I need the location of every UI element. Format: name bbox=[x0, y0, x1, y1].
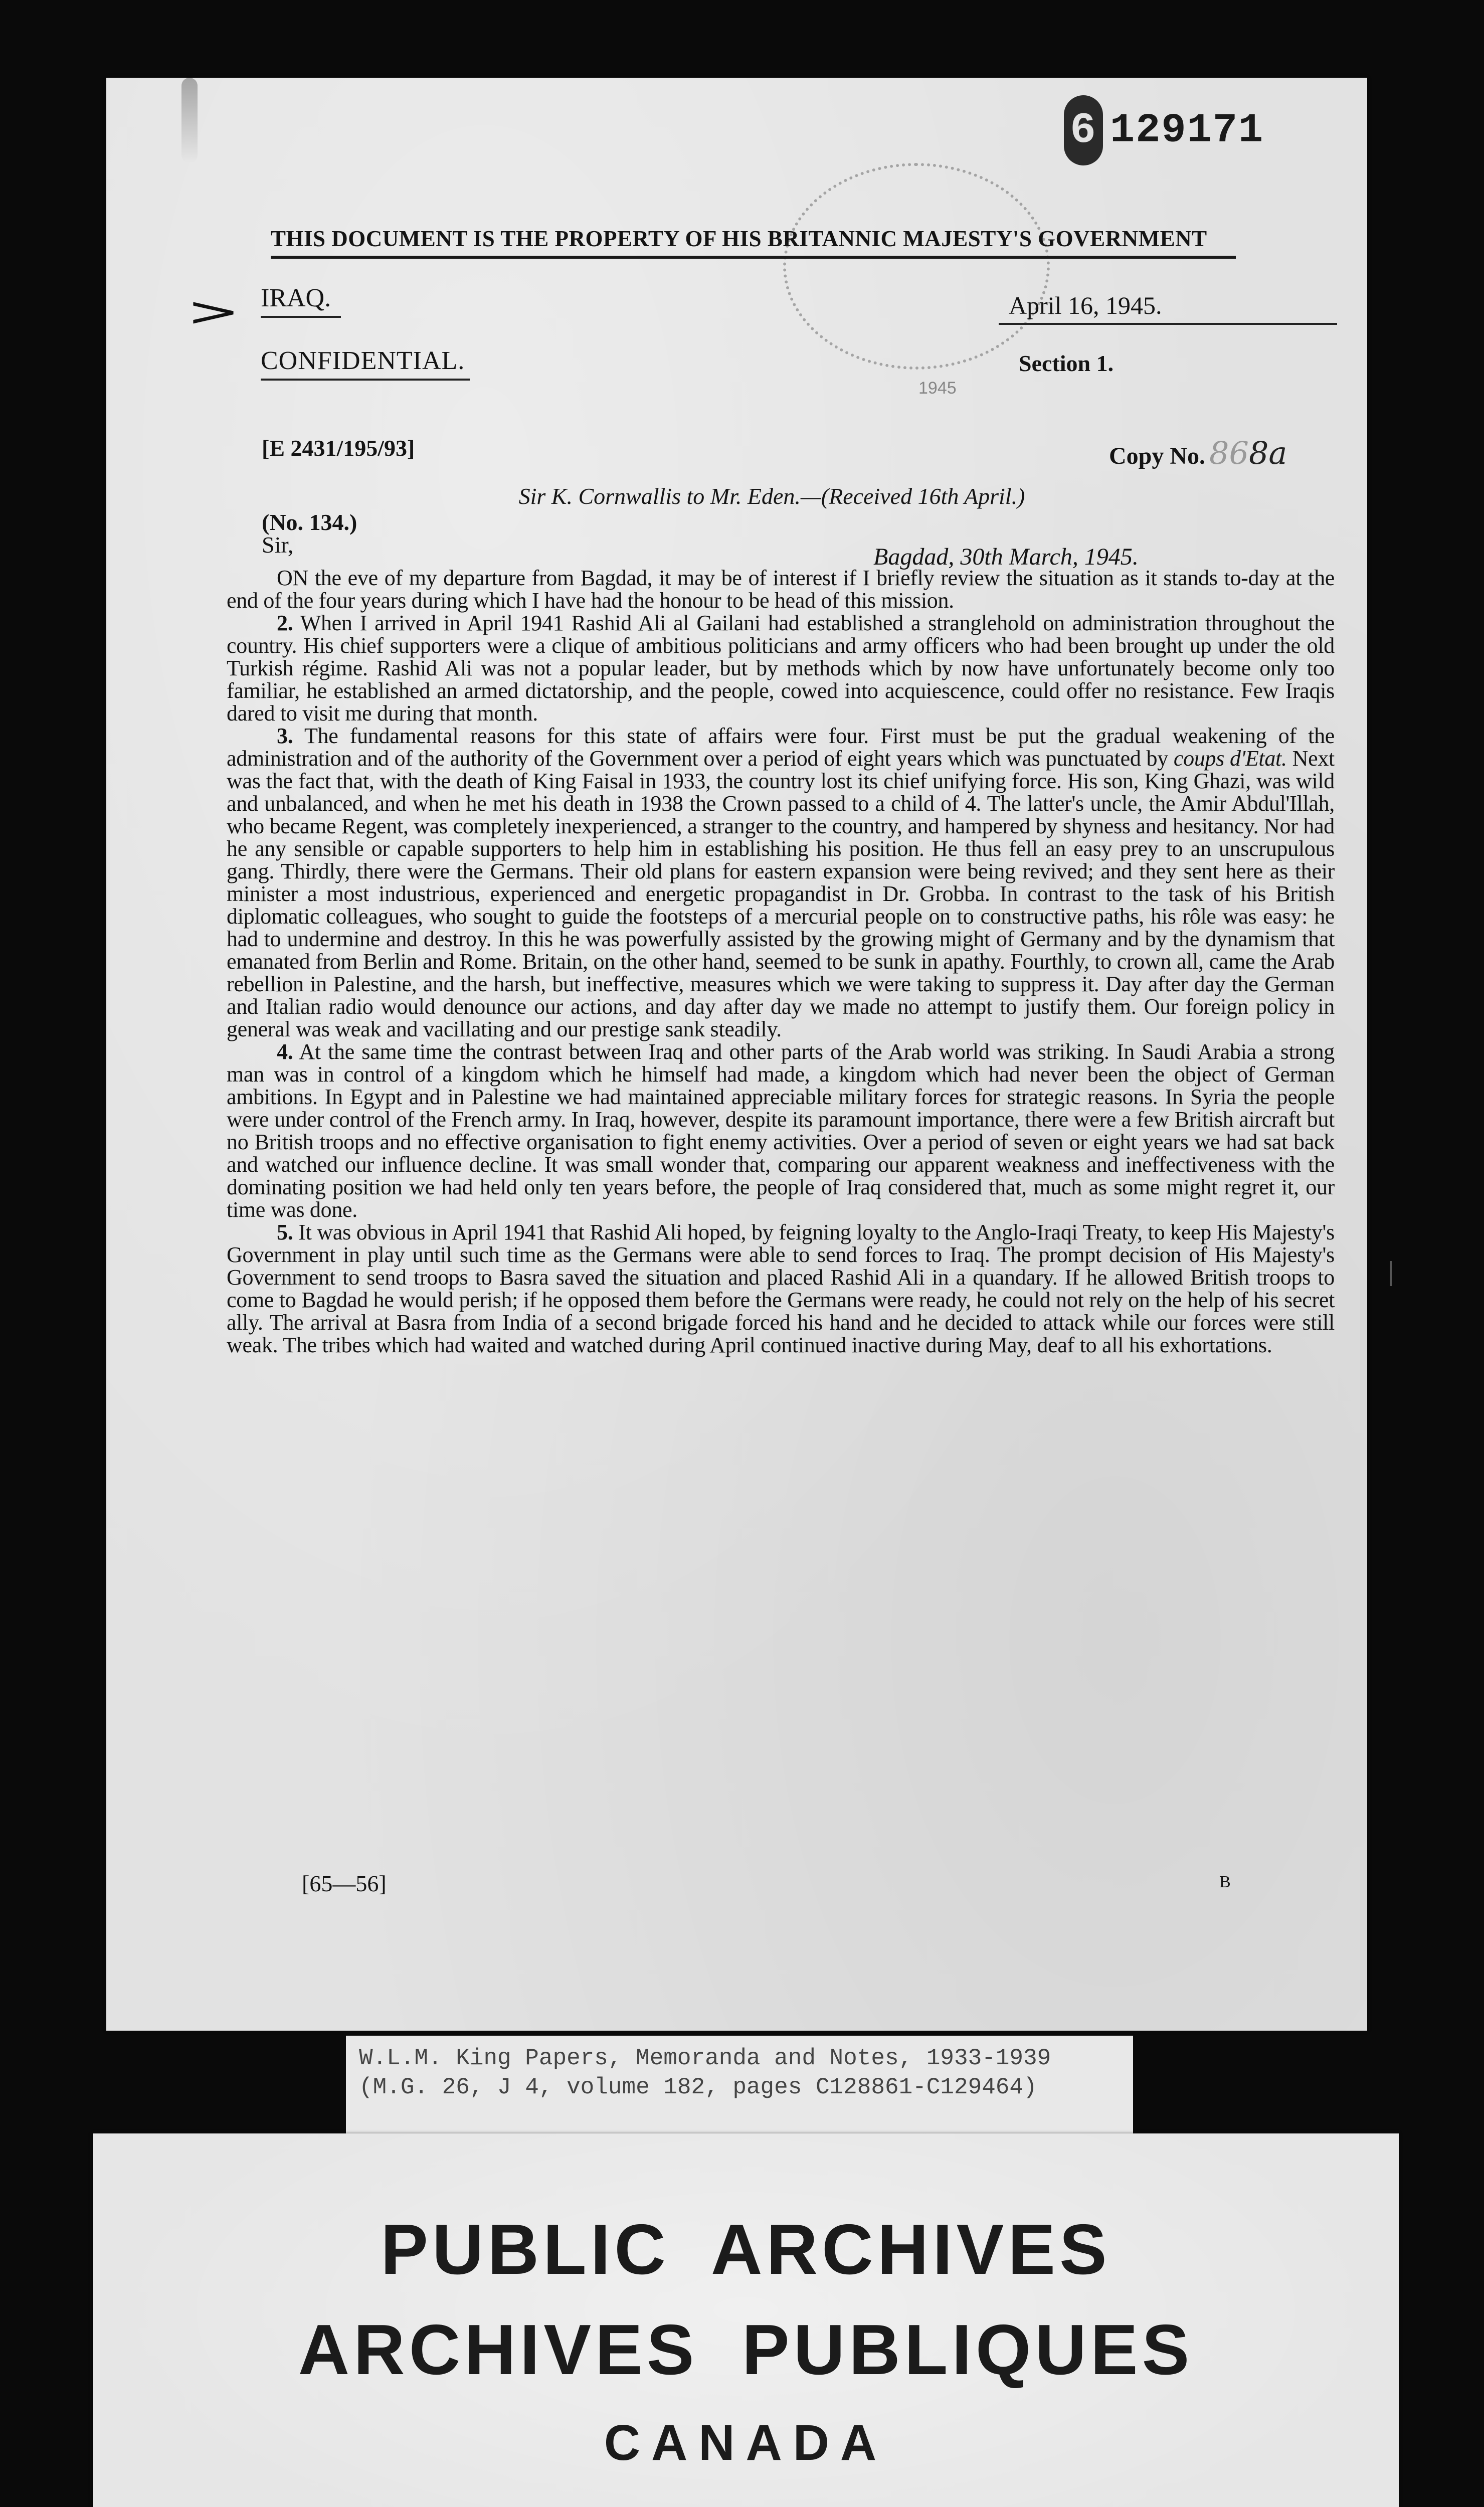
document-number-value: 129171 bbox=[1110, 107, 1264, 154]
document-date: April 16, 1945. bbox=[999, 291, 1337, 325]
paragraph-number: 3. bbox=[277, 724, 293, 748]
archival-citation bbox=[346, 2036, 1133, 2136]
citation-line-2: (M.G. 26, J 4, volume 182, pages C128861-C129464) bbox=[359, 2074, 1037, 2100]
document-number bbox=[1064, 95, 1264, 165]
document-sheet bbox=[106, 78, 1367, 2031]
property-notice: THIS DOCUMENT IS THE PROPERTY OF HIS BRITANNIC MAJESTY'S GOVERNMENT bbox=[271, 226, 1236, 259]
dispatch-heading: Sir K. Cornwallis to Mr. Eden.—(Received 16th April.) bbox=[518, 483, 1025, 509]
paragraph-3 bbox=[227, 725, 1335, 1040]
paragraph-emphasis: coups d'Etat. bbox=[1173, 746, 1287, 771]
arrow-mark-icon: > bbox=[186, 288, 241, 335]
received-stamp bbox=[783, 163, 1050, 370]
paragraph-number: 5. bbox=[277, 1220, 293, 1244]
paragraph-1: ON the eve of my departure from Bagdad, it may be of interest if I briefly review the situation as it stands to-day at the end of the four years during which I have had the honour to be head of this mission. bbox=[227, 566, 1335, 613]
paragraph-2 bbox=[227, 612, 1335, 725]
letter-body bbox=[227, 567, 1335, 1356]
paragraph-text: Next was the fact that, with the death of King Faisal in 1933, the country lost its chief unifying force. His son, King Ghazi, was wild and unbalanced, and when he met his death in 1938 the Crown passed to a child of 4. The latter's uncle, the Amir Abdul'Illah, who became Regent, was completely inexperienced, a stranger to the country, and hampered by shyness and hesitancy. Nor had he any sensible or capable supporters to help him in establishing his position. He thus fell an easy prey to an unscrupulous gang. Thirdly, there were the Germans. Their old plans for eastern expansion were being revived; and they sent here as their minister a most industrious, experienced and energetic propagandist in Dr. Grobba. In contrast to the task of his British diplomatic colleagues, who sought to guide the footsteps of a mercurial people on to constructive paths, his rôle was easy: he had to undermine and destroy. In this he was powerfully assisted by the growing might of Germany and by the dynamism that emanated from Berlin and Rome. Britain, on the other hand, seemed to be sunk in apathy. Fourthly, to crown all, came the Arab rebellion in Palestine, and the harsh, but ineffective, measures which we were taking to suppress it. Day after day the German and Italian radio would denounce our actions, and day after day we made no attempt to justify them. Our foreign policy in general was weak and vacillating and our prestige sank steadily. bbox=[227, 746, 1335, 1041]
country-heading: IRAQ. bbox=[261, 283, 341, 318]
file-reference: [E 2431/195/93] bbox=[262, 435, 415, 461]
paragraph-text: At the same time the contrast between Iraq and other parts of the Arab world was striking. In Saudi Arabia a strong man was in control of a kingdom which he himself had made, a kingdom which had never been the object of German ambitions. In Egypt and in Palestine we had maintained appreciable military forces for strategic reasons. In Syria the people were under control of the French army. In Iraq, however, despite its paramount importance, there were a few British aircraft but no British troops and no effective organisation to fight enemy activities. Over a period of seven or eight years we had sat back and watched our influence decline. It was small wonder that, comparing our apparent weakness and ineffectiveness with the dominating position we had held only ten years before, the people of Iraq considered that, much as some might regret it, our time was done. bbox=[227, 1039, 1335, 1222]
salutation: Sir, bbox=[262, 532, 294, 558]
paragraph-number: 4. bbox=[277, 1039, 293, 1064]
paragraph-4 bbox=[227, 1040, 1335, 1221]
citation-line-1: W.L.M. King Papers, Memoranda and Notes, 1933-1939 bbox=[359, 2045, 1051, 2071]
archive-country: CANADA bbox=[604, 2415, 888, 2471]
stamp-year: 1945 bbox=[918, 379, 957, 398]
archive-name-english: PUBLIC ARCHIVES bbox=[381, 2210, 1111, 2289]
paragraph-number: 2. bbox=[277, 611, 293, 635]
ink-blot bbox=[181, 78, 198, 163]
copy-label: Copy No. bbox=[1109, 443, 1206, 469]
printer-mark: [65—56] bbox=[302, 1871, 387, 1896]
copy-number-faint: 86 bbox=[1209, 435, 1249, 471]
classification-label: CONFIDENTIAL. bbox=[261, 346, 470, 381]
paragraph-text: It was obvious in April 1941 that Rashid Ali hoped, by feigning loyalty to the Anglo-Iraqi Treaty, to keep His Majesty's Government in play until such time as the Germans were able to send forces to Iraq. The prompt decision of His Majesty's Government to send troops to Basra saved the situation and placed Rashid Ali in a quandary. If he allowed British troops to come to Bagdad he would perish; if he opposed them before the Germans were ready, he could not rely on the help of his secret ally. The arrival at Basra from India of a second brigade forced his hand and he decided to attack while our forces were still weak. The tribes which had waited and watched during April continued inactive during May, deaf to all his exhortations. bbox=[227, 1220, 1335, 1357]
section-label: Section 1. bbox=[1019, 350, 1114, 376]
handwritten-copy-number bbox=[1209, 435, 1287, 471]
paragraph-5 bbox=[227, 1221, 1335, 1356]
place-date: Bagdad, 30th March, 1945. bbox=[873, 544, 1139, 570]
dispatch-number: (No. 134.) bbox=[262, 509, 357, 535]
copy-number-value: 8a bbox=[1248, 435, 1287, 471]
paragraph-text: The fundamental reasons for this state of affairs were four. First must be put the gradual weakening of the administration and of the authority of the Government over a period of eight years which was punctuated by bbox=[227, 724, 1335, 771]
paragraph-text: When I arrived in April 1941 Rashid Ali al Gailani had established a stranglehold on administration throughout the country. His chief supporters were a clique of ambitious politicians and army officers who had been brought up under the old Turkish régime. Rashid Ali was not a popular leader, but by methods which by now have unfortunately become only too familiar, he established an armed dictatorship, and the people, cowed into acquiescence, could offer no resistance. Few Iraqis dared to visit me during that month. bbox=[227, 611, 1335, 726]
document-number-prefix: 6 bbox=[1064, 95, 1103, 165]
margin-mark bbox=[1390, 1261, 1392, 1286]
copy-number bbox=[1109, 435, 1287, 471]
archive-name-french: ARCHIVES PUBLIQUES bbox=[298, 2310, 1194, 2390]
archive-card bbox=[93, 2133, 1399, 2507]
signature-letter: B bbox=[1219, 1873, 1231, 1891]
